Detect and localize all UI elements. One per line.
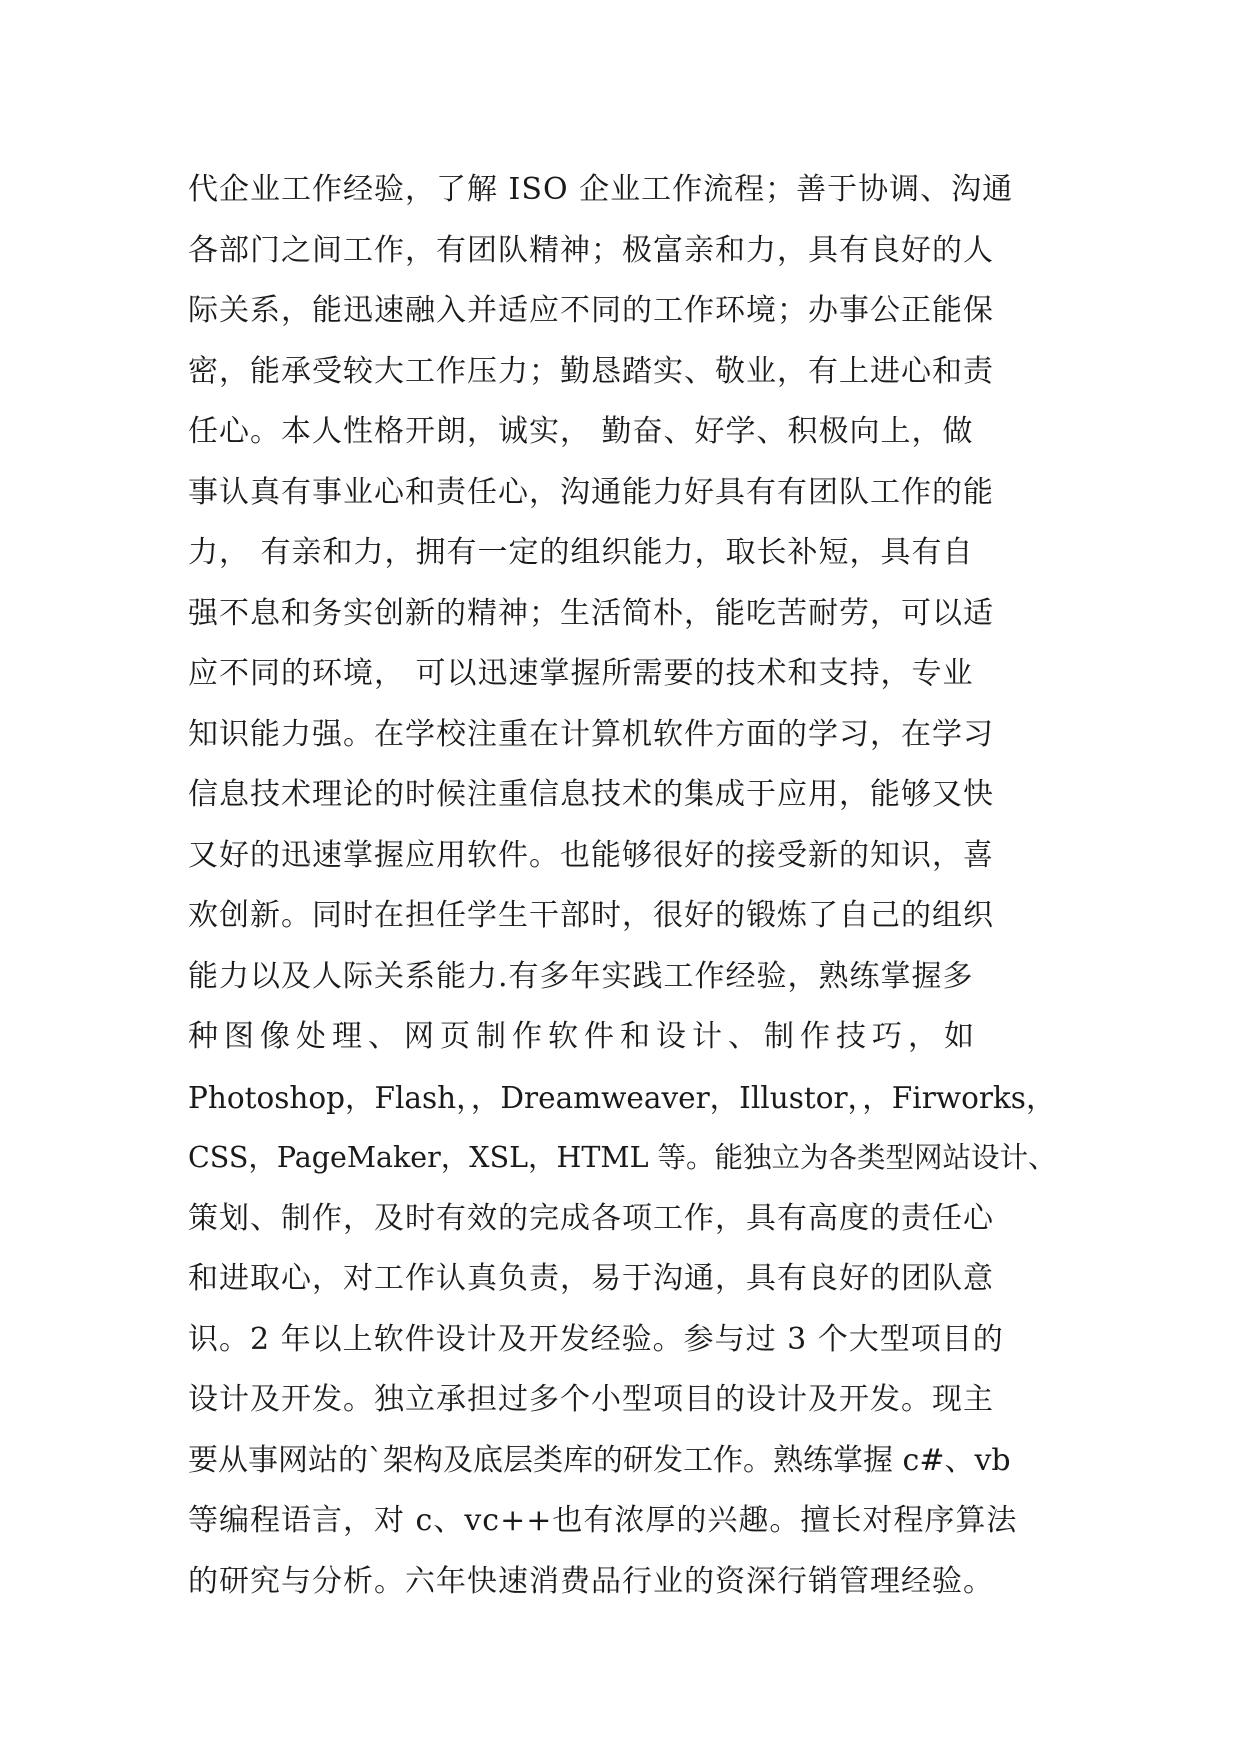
text-line: CSS，PageMaker，XSL，HTML 等。能独立为各类型网站设计、	[188, 1141, 1057, 1174]
text-line: 应不同的环境， 可以迅速掌握所需要的技术和支持，专业	[188, 656, 974, 691]
text-line: 等编程语言，对 c、vc++也有浓厚的兴趣。擅长对程序算法	[188, 1503, 1018, 1538]
text-line: 信息技术理论的时候注重信息技术的集成于应用，能够又快	[188, 777, 994, 812]
text-line: 力， 有亲和力，拥有一定的组织能力，取长补短，具有自	[188, 535, 974, 570]
text-line: 种图像处理、网页制作软件和设计、制作技巧，如	[188, 1019, 980, 1054]
text-line: 设计及开发。独立承担过多个小型项目的设计及开发。现主	[188, 1382, 994, 1417]
text-line: 强不息和务实创新的精神；生活简朴，能吃苦耐劳，可以适	[188, 595, 994, 631]
text-line: 又好的迅速掌握应用软件。也能够很好的接受新的知识，喜	[188, 837, 994, 873]
text-line: 各部门之间工作，有团队精神；极富亲和力，具有良好的人	[188, 232, 994, 268]
text-line: Photoshop，Flash，，Dreamweaver，Illustor，，Firworks，	[188, 1080, 1056, 1115]
text-line: 任心。本人性格开朗，诚实， 勤奋、好学、积极向上，做	[188, 414, 974, 449]
body-text	[188, 160, 1068, 1612]
text-line: 和进取心，对工作认真负责，易于沟通，具有良好的团队意	[188, 1261, 994, 1296]
text-line: 策划、制作，及时有效的完成各项工作，具有高度的责任心	[188, 1200, 994, 1236]
text-line: 要从事网站的`架构及底层类库的研发工作。熟练掌握 c#、vb	[188, 1442, 1011, 1478]
text-line: 知识能力强。在学校注重在计算机软件方面的学习，在学习	[188, 716, 994, 752]
text-line: 际关系，能迅速融入并适应不同的工作环境；办事公正能保	[188, 293, 994, 328]
text-line: 欢创新。同时在担任学生干部时，很好的锻炼了自己的组织	[188, 898, 994, 933]
text-line: 代企业工作经验，了解 ISO 企业工作流程；善于协调、沟通	[188, 172, 1014, 207]
text-line: 事认真有事业心和责任心，沟通能力好具有有团队工作的能	[188, 474, 994, 510]
text-line: 密，能承受较大工作压力；勤恳踏实、敬业，有上进心和责	[188, 353, 994, 389]
text-line: 的研究与分析。六年快速消费品行业的资深行销管理经验。	[188, 1563, 994, 1599]
text-line: 能力以及人际关系能力.有多年实践工作经验，熟练掌握多	[188, 958, 974, 994]
text-line: 识。2 年以上软件设计及开发经验。参与过 3 个大型项目的	[188, 1321, 1004, 1357]
